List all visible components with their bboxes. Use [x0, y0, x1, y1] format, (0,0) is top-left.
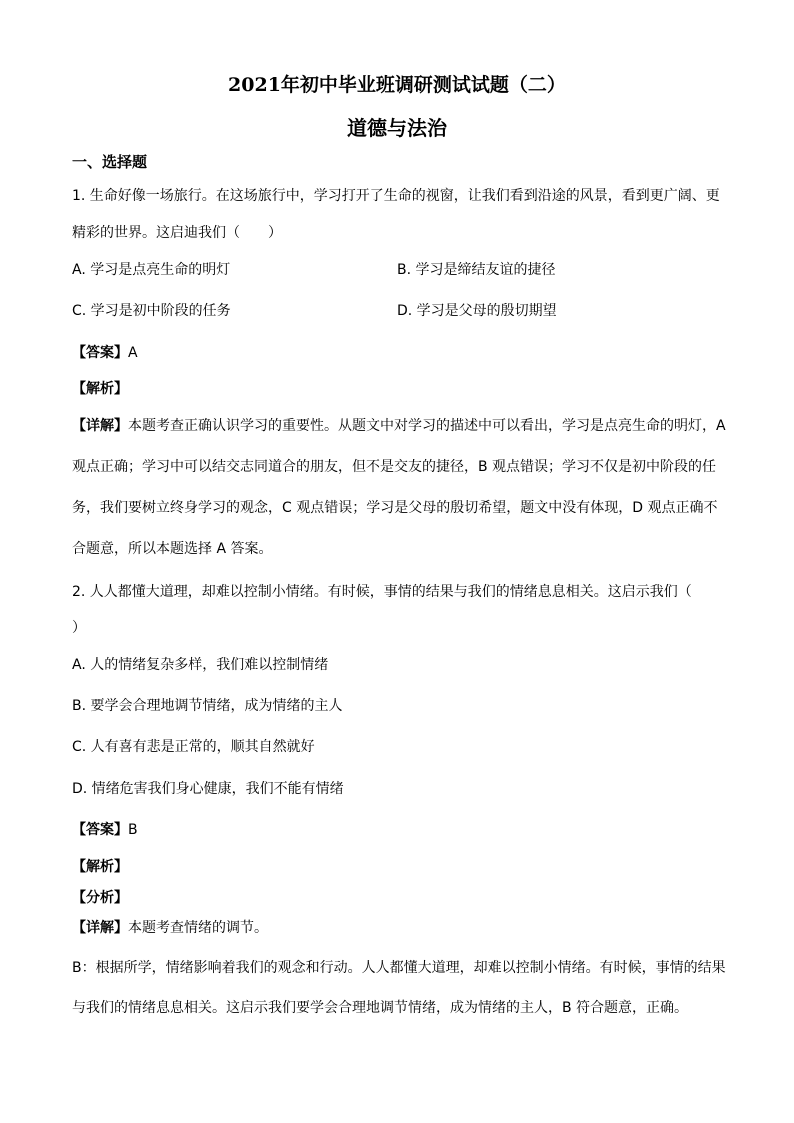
q1-stem-line1: 1. 生命好像一场旅行。在这场旅行中，学习打开了生命的视窗，让我们看到沿途的风景，看到更广阔、更: [72, 188, 720, 204]
q1-analysis-label: 【解析】: [72, 381, 128, 397]
q2-option-a: A. 人的情绪复杂多样，我们难以控制情绪: [72, 657, 329, 673]
q1-stem-line2: 精彩的世界。这启迪我们（ ）: [72, 225, 282, 241]
q2-option-b: B. 要学会合理地调节情绪，成为情绪的主人: [72, 698, 343, 714]
detail-label: 【详解】: [72, 418, 128, 434]
exam-title: 2021年初中毕业班调研测试试题（二）: [228, 74, 566, 96]
answer-value: B: [128, 822, 138, 838]
detail-label: 【详解】: [72, 920, 128, 936]
q2-fenxi-label: 【分析】: [72, 890, 128, 906]
q1-answer: [72, 343, 722, 363]
detail-text: 本题考查情绪的调节。: [128, 920, 268, 936]
q1-option-d: D. 学习是父母的殷切期望: [397, 303, 557, 319]
q2-explain-line1: B：根据所学，情绪影响着我们的观念和行动。人人都懂大道理，却难以控制小情绪。有时候，事情的结果: [72, 960, 726, 976]
section-heading: 一、选择题: [72, 153, 148, 171]
subject-title: 道德与法治: [347, 116, 447, 140]
detail-text: 本题考查正确认识学习的重要性。从题文中对学习的描述中可以看出，学习是点亮生命的明灯，A: [128, 418, 726, 434]
q1-detail-line3: 务，我们要树立终身学习的观念，C 观点错误；学习是父母的殷切希望，题文中没有体现，D 观点正确不: [72, 500, 718, 516]
q2-option-d: D. 情绪危害我们身心健康，我们不能有情绪: [72, 781, 344, 797]
answer-label: 【答案】: [72, 345, 128, 361]
q1-detail-line2: 观点正确；学习中可以结交志同道合的朋友，但不是交友的捷径，B 观点错误；学习不仅是初中阶段的任: [72, 459, 717, 475]
q1-detail-line4: 合题意，所以本题选择 A 答案。: [72, 541, 273, 557]
q2-analysis-label: 【解析】: [72, 859, 128, 875]
q1-option-b: B. 学习是缔结友谊的捷径: [397, 262, 556, 278]
q1-detail-line1: [72, 416, 726, 436]
q1-option-a: A. 学习是点亮生命的明灯: [72, 262, 231, 278]
answer-label: 【答案】: [72, 822, 128, 838]
answer-value: A: [128, 345, 138, 361]
q2-answer: [72, 820, 722, 840]
q2-option-c: C. 人有喜有悲是正常的，顺其自然就好: [72, 739, 315, 755]
q2-stem-line1: 2. 人人都懂大道理，却难以控制小情绪。有时候，事情的结果与我们的情绪息息相关。这启示我们（: [72, 584, 692, 600]
q2-explain-line2: 与我们的情绪息息相关。这启示我们要学会合理地调节情绪，成为情绪的主人，B 符合题意，正确。: [72, 1000, 689, 1016]
q1-option-c: C. 学习是初中阶段的任务: [72, 303, 231, 319]
q2-stem-line2: ）: [72, 620, 86, 636]
q2-detail-line: [72, 918, 722, 938]
